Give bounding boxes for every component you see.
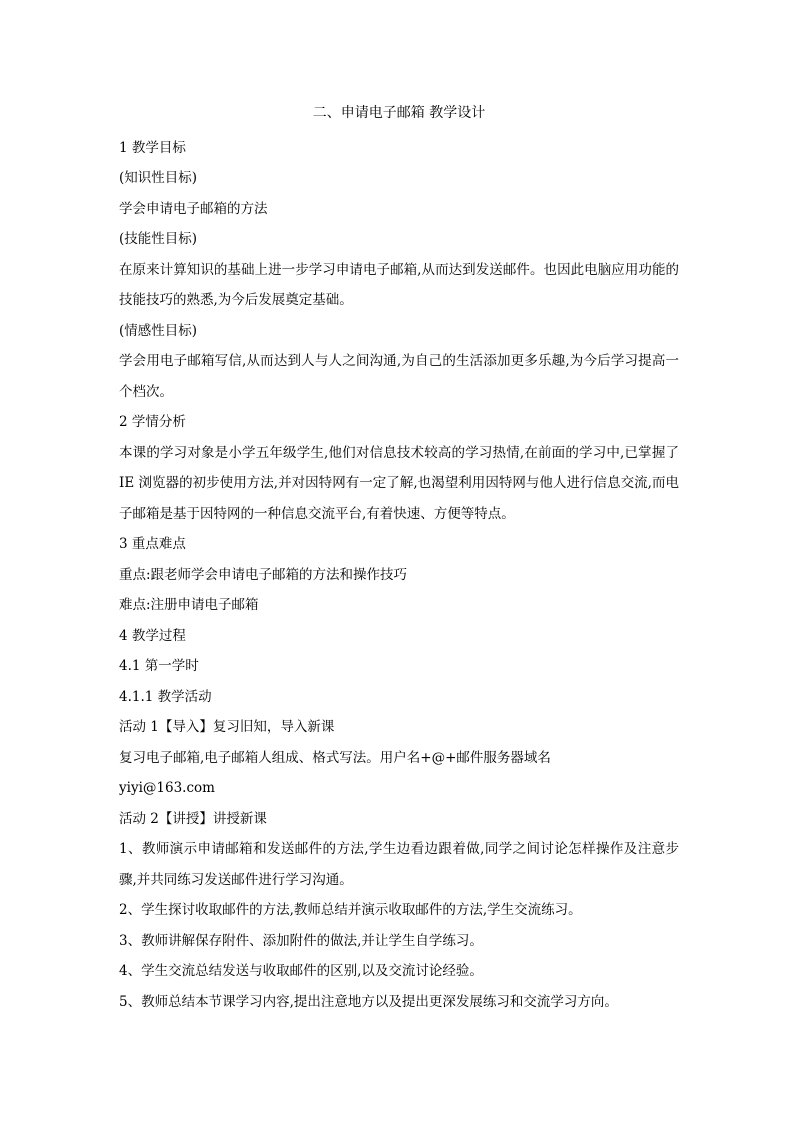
skill-goal-text: 在原来计算知识的基础上进一步学习申请电子邮箱,从而达到发送邮件。也因此电脑应用功能的技能技巧的熟悉,为今后发展奠定基础。 [119,261,679,308]
activity-2-step-4: 4、学生交流总结发送与收取邮件的区别,以及交流讨论经验。 [119,963,483,979]
analysis-text: 本课的学习对象是小学五年级学生,他们对信息技术较高的学习热情,在前面的学习中,已掌握了 IE 浏览器的初步使用方法,并对因特网有一定了解,也渴望利用因特网与他人进行信息交流,而电子邮箱是基于因特网的一种信息交流平台,有着快速、方便等特点。 [119,444,679,522]
document-body [119,102,679,1017]
section-heading-key-points: 3 重点难点 [119,536,186,552]
activity-2-step-3: 3、教师讲解保存附件、添加附件的做法,并让学生自学练习。 [119,932,483,949]
difficulty-text: 难点:注册申请电子邮箱 [119,597,259,613]
subheading-first-lesson: 4.1 第一学时 [119,658,199,674]
activity-1-heading: 活动 1【导入】复习旧知，导入新课 [119,719,335,735]
knowledge-goal-text: 学会申请电子邮箱的方法 [119,200,268,217]
section-heading-process: 4 教学过程 [119,627,186,644]
activity-2-step-2: 2、学生探讨收取邮件的方法,教师总结并演示收取邮件的方法,学生交流练习。 [119,902,582,918]
email-example: yiyi@163.com [119,780,215,796]
document-title: 二、申请电子邮箱 教学设计 [312,105,486,121]
section-heading-objectives: 1 教学目标 [119,139,186,156]
subheading-emotion-goal: (情感性目标) [119,322,198,339]
section-heading-analysis: 2 学情分析 [119,414,186,430]
key-point-text: 重点:跟老师学会申请电子邮箱的方法和操作技巧 [119,566,408,583]
activity-2-step-5: 5、教师总结本节课学习内容,提出注意地方以及提出更深发展练习和交流学习方向。 [119,993,618,1010]
activity-2-heading: 活动 2【讲授】讲授新课 [119,810,267,827]
subheading-activities: 4.1.1 教学活动 [119,688,212,705]
activity-2-step-1: 1、教师演示申请邮箱和发送邮件的方法,学生边看边跟着做,同学之间讨论怎样操作及注意步骤,并共同练习发送邮件进行学习沟通。 [119,841,679,888]
activity-1-text: 复习电子邮箱,电子邮箱人组成、格式写法。用户名+@+邮件服务器域名 [119,749,551,766]
emotion-goal-text: 学会用电子邮箱写信,从而达到人与人之间沟通,为自己的生活添加更多乐趣,为今后学习提高一个档次。 [119,353,679,400]
subheading-knowledge-goal: (知识性目标) [119,170,198,186]
subheading-skill-goal: (技能性目标) [119,231,198,247]
